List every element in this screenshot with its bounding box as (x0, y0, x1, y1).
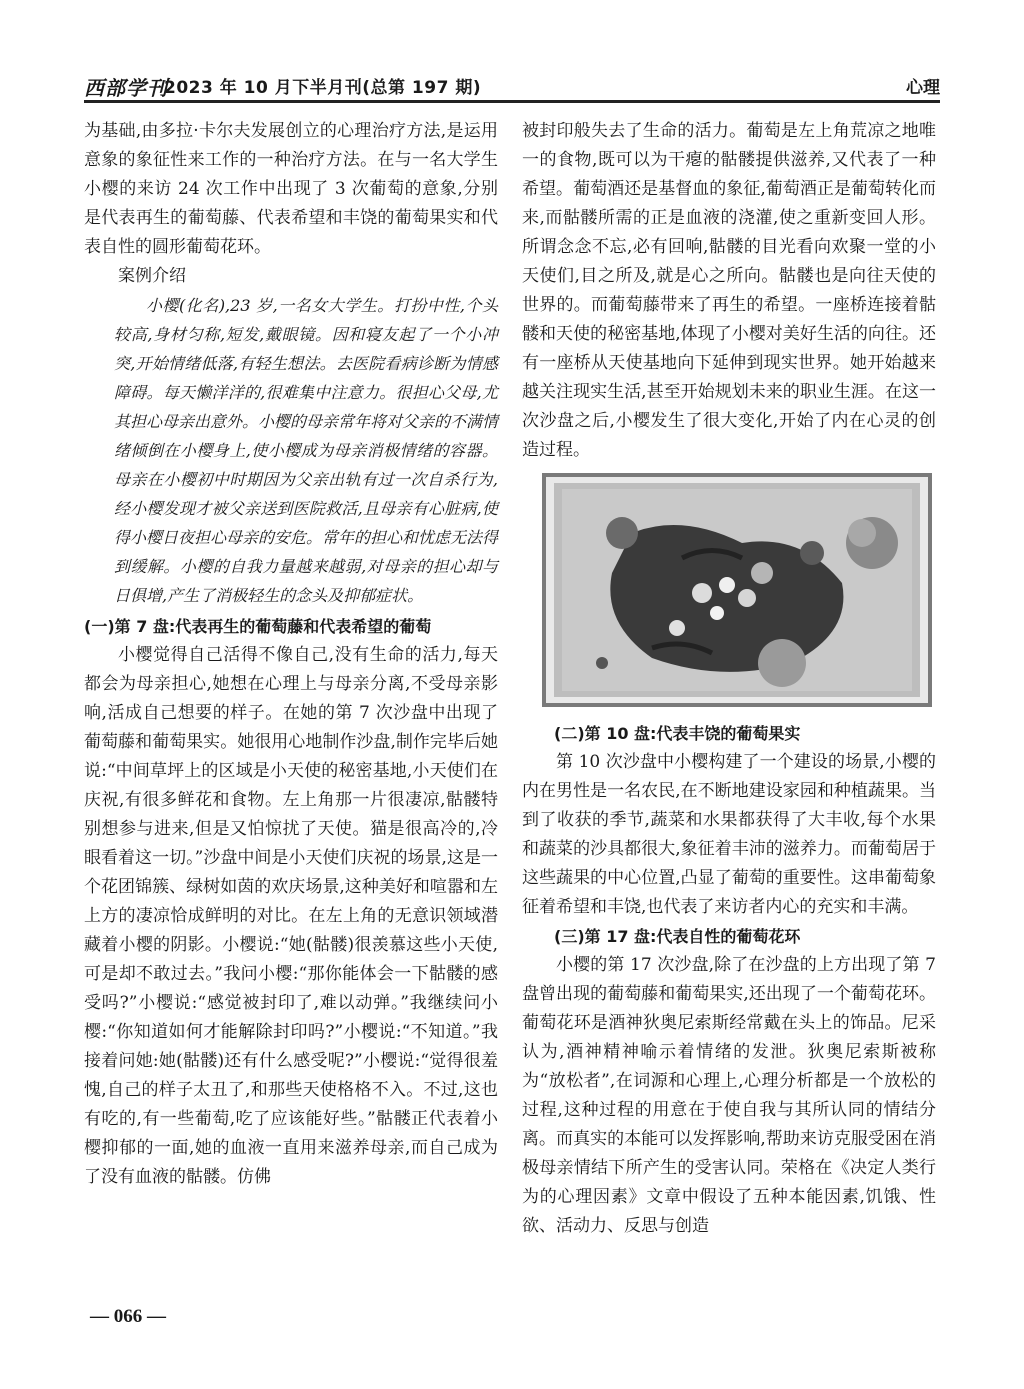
journal-logo: 西部学刊 (84, 76, 168, 100)
page-header (84, 70, 940, 100)
continued-paragraph: 被封印般失去了生命的活力。葡萄是左上角荒凉之地唯一的食物,既可以为干瘪的骷髅提供滋养,又代表了一种希望。葡萄酒还是基督血的象征,葡萄酒正是葡萄转化而来,而骷髅所需的正是血液的浇灌,使之重新变回人形。所谓念念不忘,必有回响,骷髅的目光看向欢聚一堂的小天使们,目之所及,就是心之所向。骷髅也是向往天使的世界的。而葡萄藤带来了再生的希望。一座桥连接着骷髅和天使的秘密基地,体现了小樱对美好生活的向往。还有一座桥从天使基地向下延伸到现实世界。她开始越来越关注现实生活,甚至开始规划未来的职业生涯。在这一次沙盘之后,小樱发生了很大变化,开始了内在心灵的创造过程。 (522, 121, 936, 460)
header-rule (84, 100, 940, 103)
intro-paragraph: 为基础,由多拉·卡尔夫发展创立的心理治疗方法,是运用意象的象征性来工作的一种治疗方法。在与一名大学生小樱的来访 24 次工作中出现了 3 次葡萄的意象,分别是代表再生的葡萄藤、代表希望和丰饶的葡萄果实和代表自性的圆形葡萄花环。 (84, 121, 498, 257)
issue-info: 2023 年 10 月下半月刊(总第 197 期) (164, 78, 482, 98)
section-heading-1: (一)第 7 盘:代表再生的葡萄藤和代表希望的葡萄 (84, 617, 432, 636)
section-name: 心理 (906, 78, 940, 98)
figure-caption-heading: (二)第 10 盘:代表丰饶的葡萄果实 (554, 724, 801, 743)
page-number: — 066 — (90, 1306, 166, 1327)
case-title: 案例介绍 (118, 266, 186, 286)
right-column (522, 117, 936, 1241)
section-2-paragraph: 第 10 次沙盘中小樱构建了一个建设的场景,小樱的内在男性是一名农民,在不断地建设家园和种植蔬果。当到了收获的季节,蔬菜和水果都获得了大丰收,每个水果和蔬菜的沙具都很大,象征着丰沛的滋养力。而葡萄居于这些蔬果的中心位置,凸显了葡萄的重要性。这串葡萄象征着希望和丰饶,也代表了来访者内心的充实和丰满。 (522, 752, 936, 917)
left-column (84, 117, 498, 1192)
section-3-paragraph: 小樱的第 17 次沙盘,除了在沙盘的上方出现了第 7 盘曾出现的葡萄藤和葡萄果实,还出现了一个葡萄花环。葡萄花环是酒神狄奥尼索斯经常戴在头上的饰品。尼采认为,酒神精神喻示着情绪的发泄。狄奥尼索斯被称为“放松者”,在词源和心理上,心理分析都是一个放松的过程,这种过程的用意在于使自我与其所认同的情结分离。而真实的本能可以发挥影响,帮助来访克服受困在消极母亲情结下所产生的受害认同。荣格在《决定人类行为的心理因素》文章中假设了五种本能因素,饥饿、性欲、活动力、反思与创造 (522, 955, 936, 1236)
case-description: 小樱(化名),23 岁,一名女大学生。打扮中性,个头较高,身材匀称,短发,戴眼镜。因和寝友起了一个小冲突,开始情绪低落,有轻生想法。去医院看病诊断为情感障碍。每天懒洋洋的,很难集中注意力。很担心父母,尤其担心母亲出意外。小樱的母亲常年将对父亲的不满情绪倾倒在小樱身上,使小樱成为母亲消极情绪的容器。母亲在小樱初中时期因为父亲出轨有过一次自杀行为,经小樱发现才被父亲送到医院救活,且母亲有心脏病,使得小樱日夜担心母亲的安危。常年的担心和忧虑无法得到缓解。小樱的自我力量越来越弱,对母亲的担心却与日俱增,产生了消极轻生的念头及抑郁症状。 (114, 296, 499, 605)
section-1-paragraph: 小樱觉得自己活得不像自己,没有生命的活力,每天都会为母亲担心,她想在心理上与母亲分离,不受母亲影响,活成自己想要的样子。在她的第 7 次沙盘中出现了葡萄藤和葡萄果实。她很用心地制作沙盘,制作完毕后她说:“中间草坪上的区域是小天使的秘密基地,小天使们在庆祝,有很多鲜花和食物。左上角那一片很凄凉,骷髅特别想参与进来,但是又怕惊扰了天使。猫是很高冷的,冷眼看着这一切。”沙盘中间是小天使们庆祝的场景,这是一个花团锦簇、绿树如茵的欢庆场景,这种美好和喧嚣和左上方的凄凉恰成鲜明的对比。在左上角的无意识领域潜藏着小樱的阴影。小樱说:“她(骷髅)很羡慕这些小天使,可是却不敢过去。”我问小樱:“那你能体会一下骷髅的感受吗?”小樱说:“感觉被封印了,难以动弹。”我继续问小樱:“你知道如何才能解除封印吗?”小樱说:“不知道。”我接着问她:她(骷髅)还有什么感受呢?”小樱说:“觉得很羞愧,自己的样子太丑了,和那些天使格格不入。不过,这也有吃的,有一些葡萄,吃了应该能好些。”骷髅正代表着小樱抑郁的一面,她的血液一直用来滋养母亲,而自己成为了没有血液的骷髅。仿佛 (84, 645, 498, 1187)
section-heading-3: (三)第 17 盘:代表自性的葡萄花环 (554, 927, 801, 946)
sandtray-photo (542, 473, 932, 707)
